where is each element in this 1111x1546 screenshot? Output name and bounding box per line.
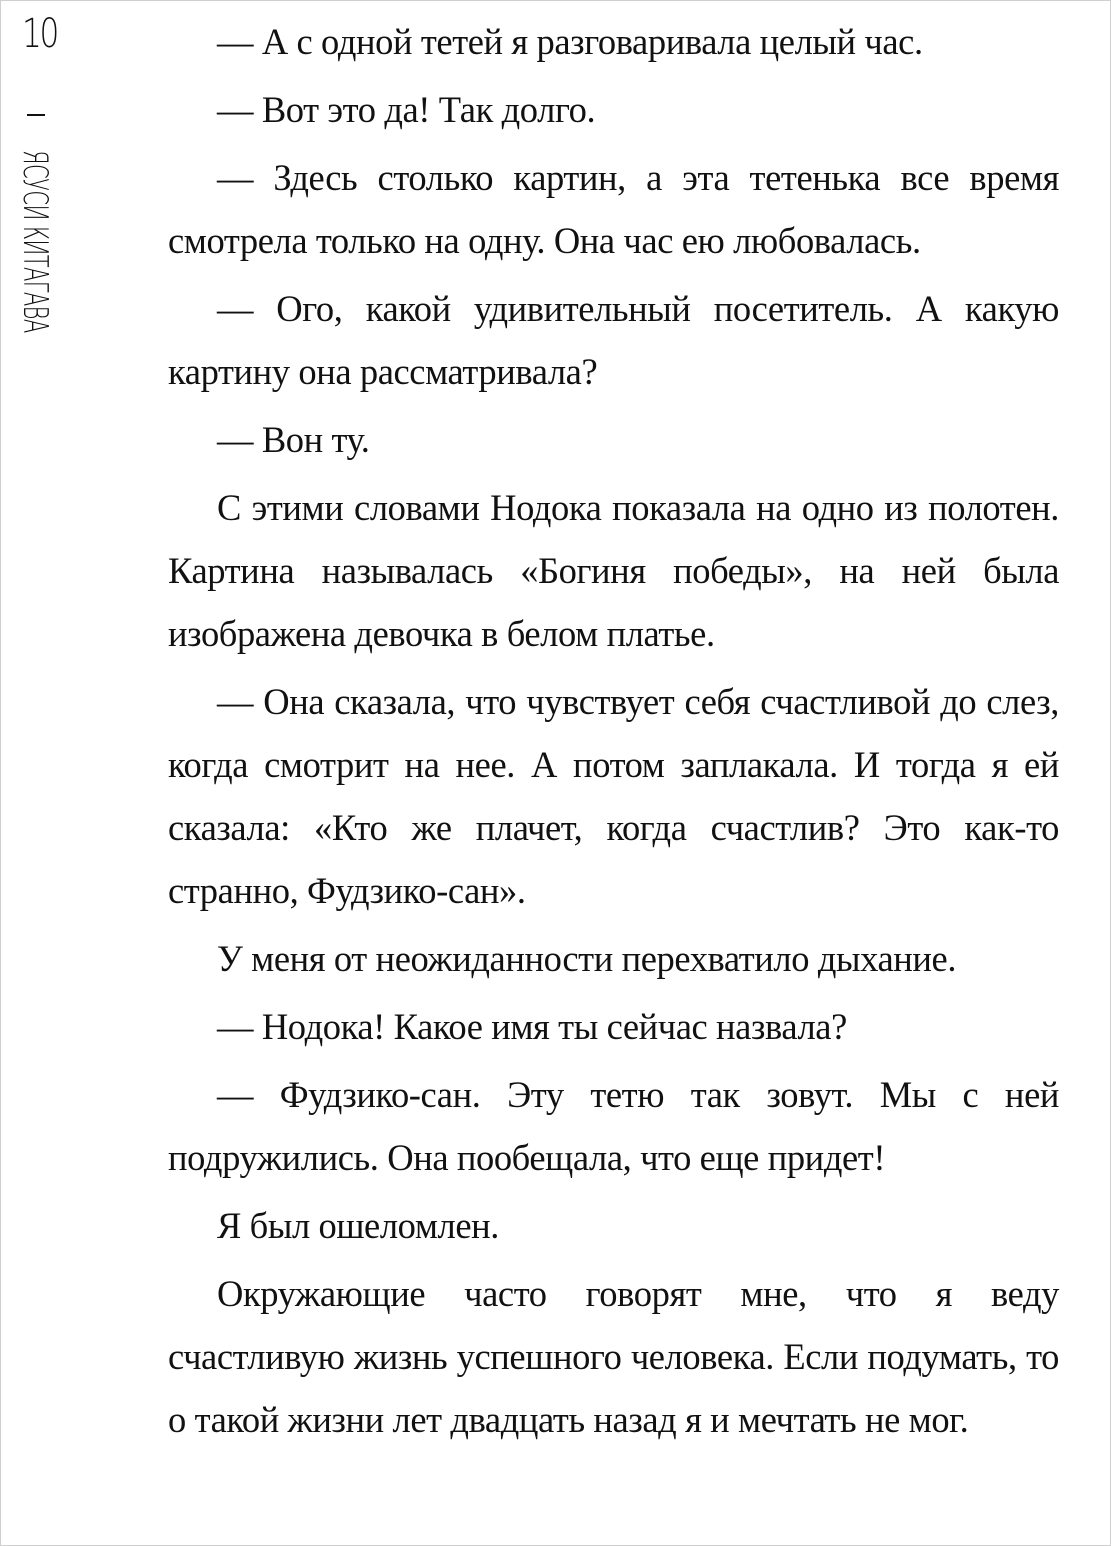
paragraph: — Вон ту.	[217, 419, 370, 460]
paragraph: С этими словами Нодока показала на одно из полотен. Картина называлась «Богиня победы», на ней была изображена девочка в белом платье.	[168, 487, 1059, 654]
paragraph: — Нодока! Какое имя ты сейчас назвала?	[217, 1006, 847, 1047]
paragraph: — Фудзико-сан. Эту тетю так зовут. Мы с ней подружились. Она пообещала, что еще придет!	[168, 1074, 1059, 1178]
page-number: 10	[22, 11, 58, 57]
author-name-wrap	[15, 150, 55, 410]
paragraph: Я был ошеломлен.	[217, 1205, 499, 1246]
paragraph: У меня от неожиданности перехватило дыхание.	[217, 938, 957, 979]
header-divider	[27, 114, 45, 116]
body-text	[168, 10, 1059, 1451]
paragraph: — Ого, какой удивительный посетитель. А какую картину она рассматривала?	[168, 288, 1059, 392]
paragraph: Окружающие часто говорят мне, что я веду счастливую жизнь успешного человека. Если подумать, то о такой жизни лет двадцать назад я и мечтать не мог.	[168, 1273, 1059, 1440]
running-header	[0, 0, 80, 1546]
paragraph: — Здесь столько картин, а эта тетенька все время смотрела только на одну. Она час ею любовалась.	[168, 157, 1059, 261]
paragraph: — Вот это да! Так долго.	[217, 89, 596, 130]
author-name: ЯСУСИ КИТАГАВА	[15, 150, 55, 333]
paragraph: — А с одной тетей я разговаривала целый час.	[217, 21, 923, 62]
paragraph: — Она сказала, что чувствует себя счастливой до слез, когда смотрит на нее. А потом заплакала. И тогда я ей сказала: «Кто же плачет, когда счастлив? Это как-то странно, Фудзико-сан».	[168, 681, 1059, 911]
